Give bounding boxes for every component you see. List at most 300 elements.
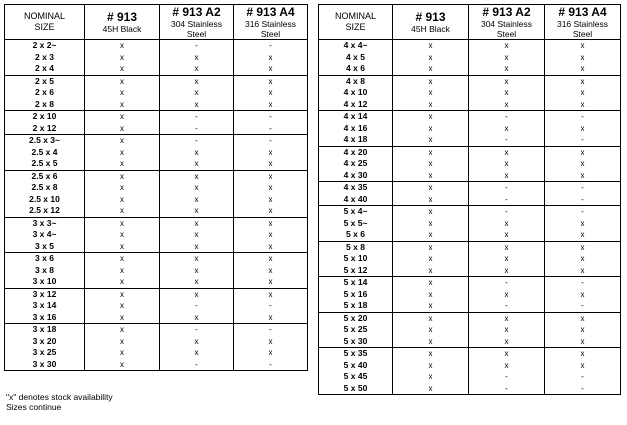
cell-913-a4: x (234, 194, 308, 206)
cell-913: x (85, 276, 160, 288)
cell-913-a4: - (234, 111, 308, 123)
size-cell: 5 x 20 (319, 312, 393, 324)
cell-913-a2: x (469, 265, 545, 277)
cell-913: x (393, 182, 469, 194)
cell-913: x (85, 182, 160, 194)
size-cell: 2 x 4 (5, 63, 85, 75)
size-cell: 4 x 12 (319, 99, 393, 111)
cell-913-a4: x (545, 63, 621, 75)
cell-913: x (85, 63, 160, 75)
cell-913-a2: - (469, 111, 545, 123)
table-row (5, 359, 308, 371)
cell-913: x (85, 229, 160, 241)
table-row (319, 324, 621, 336)
size-cell: 4 x 8 (319, 75, 393, 87)
table-row (319, 265, 621, 277)
table-row (319, 277, 621, 289)
size-cell: 4 x 40 (319, 194, 393, 206)
table-row (5, 324, 308, 336)
cell-913-a2: x (160, 63, 234, 75)
cell-913-a4: x (545, 229, 621, 241)
size-cell: 3 x 8 (5, 265, 85, 277)
stock-table-right (318, 4, 621, 395)
table-row (319, 383, 621, 395)
col-913-a2-header: # 913 A2 304 Stainless Steel (469, 5, 545, 40)
cell-913-a4: x (234, 217, 308, 229)
cell-913-a2: x (469, 229, 545, 241)
table-row (319, 360, 621, 372)
size-cell: 3 x 4~ (5, 229, 85, 241)
cell-913: x (85, 336, 160, 348)
cell-913-a4: - (545, 206, 621, 218)
cell-913: x (85, 194, 160, 206)
cell-913: x (393, 194, 469, 206)
cell-913: x (393, 40, 469, 52)
cell-913-a4: x (545, 241, 621, 253)
cell-913-a2: x (160, 265, 234, 277)
cell-913-a2: - (469, 134, 545, 146)
table-row (5, 52, 308, 64)
table-row (319, 289, 621, 301)
size-cell: 5 x 50 (319, 383, 393, 395)
cell-913-a2: - (160, 135, 234, 147)
cell-913-a4: x (234, 229, 308, 241)
table-row (5, 347, 308, 359)
size-cell: 3 x 14 (5, 300, 85, 312)
table-row (319, 194, 621, 206)
table-row (5, 111, 308, 123)
cell-913-a2: x (160, 241, 234, 253)
cell-913-a4: - (545, 182, 621, 194)
size-cell: 2.5 x 8 (5, 182, 85, 194)
size-cell: 4 x 18 (319, 134, 393, 146)
cell-913: x (85, 241, 160, 253)
cell-913-a2: - (469, 206, 545, 218)
cell-913-a4: x (234, 87, 308, 99)
cell-913: x (85, 347, 160, 359)
cell-913-a4: x (545, 40, 621, 52)
cell-913-a4: - (234, 359, 308, 371)
cell-913-a2: x (160, 312, 234, 324)
cell-913-a4: x (545, 218, 621, 230)
table-row (319, 253, 621, 265)
cell-913-a4: x (234, 241, 308, 253)
cell-913-a2: x (160, 52, 234, 64)
cell-913-a2: x (160, 182, 234, 194)
cell-913-a4: - (234, 40, 308, 52)
cell-913: x (393, 206, 469, 218)
table-row (5, 229, 308, 241)
cell-913-a2: - (469, 383, 545, 395)
cell-913-a4: x (234, 312, 308, 324)
cell-913-a2: x (160, 347, 234, 359)
cell-913-a4: x (234, 158, 308, 170)
cell-913: x (85, 288, 160, 300)
cell-913-a2: x (469, 40, 545, 52)
size-cell: 2 x 10 (5, 111, 85, 123)
table-row (5, 135, 308, 147)
cell-913: x (393, 75, 469, 87)
cell-913: x (393, 218, 469, 230)
cell-913-a4: x (545, 99, 621, 111)
cell-913-a2: - (160, 123, 234, 135)
cell-913-a4: x (234, 253, 308, 265)
size-cell: 3 x 20 (5, 336, 85, 348)
cell-913-a2: - (160, 40, 234, 52)
cell-913-a4: x (545, 123, 621, 135)
table-row (319, 75, 621, 87)
cell-913-a2: x (469, 170, 545, 182)
cell-913: x (85, 87, 160, 99)
cell-913-a4: x (234, 288, 308, 300)
cell-913: x (393, 312, 469, 324)
cell-913-a2: - (160, 359, 234, 371)
cell-913-a4: - (234, 135, 308, 147)
size-cell: 5 x 30 (319, 336, 393, 348)
size-cell: 2.5 x 12 (5, 205, 85, 217)
cell-913: x (85, 253, 160, 265)
cell-913-a4: - (545, 194, 621, 206)
size-cell: 5 x 4~ (319, 206, 393, 218)
table-row (319, 111, 621, 123)
cell-913: x (393, 289, 469, 301)
cell-913: x (85, 265, 160, 277)
size-cell: 5 x 10 (319, 253, 393, 265)
cell-913: x (393, 265, 469, 277)
sizes-continue-note: Sizes continue (6, 402, 62, 412)
cell-913-a4: x (545, 52, 621, 64)
cell-913-a4: x (234, 347, 308, 359)
size-cell: 4 x 35 (319, 182, 393, 194)
cell-913: x (85, 147, 160, 159)
cell-913-a2: - (469, 194, 545, 206)
table-row (319, 52, 621, 64)
table-row (5, 182, 308, 194)
size-cell: 2 x 3 (5, 52, 85, 64)
table-row (5, 40, 308, 52)
cell-913: x (393, 348, 469, 360)
table-row (5, 300, 308, 312)
table-header-row (319, 5, 621, 40)
cell-913: x (393, 371, 469, 383)
table-row (5, 253, 308, 265)
size-cell: 3 x 10 (5, 276, 85, 288)
cell-913: x (393, 146, 469, 158)
table-row (319, 312, 621, 324)
cell-913-a2: x (469, 158, 545, 170)
cell-913: x (393, 52, 469, 64)
table-row (5, 87, 308, 99)
table-row (5, 158, 308, 170)
cell-913-a4: x (234, 336, 308, 348)
cell-913-a4: x (545, 75, 621, 87)
table-row (5, 63, 308, 75)
cell-913-a2: x (469, 218, 545, 230)
col-913-header: # 913 45H Black (393, 5, 469, 40)
size-cell: 5 x 12 (319, 265, 393, 277)
cell-913-a2: x (160, 194, 234, 206)
cell-913-a2: x (160, 336, 234, 348)
table-row (319, 40, 621, 52)
table-row (319, 206, 621, 218)
size-cell: 4 x 14 (319, 111, 393, 123)
cell-913-a4: x (545, 158, 621, 170)
size-cell: 2 x 12 (5, 123, 85, 135)
cell-913-a2: x (469, 99, 545, 111)
table-row (5, 336, 308, 348)
table-row (5, 312, 308, 324)
cell-913-a4: - (234, 300, 308, 312)
cell-913-a4: x (545, 336, 621, 348)
table-row (319, 300, 621, 312)
table-row (5, 217, 308, 229)
cell-913-a4: x (234, 147, 308, 159)
cell-913: x (85, 99, 160, 111)
cell-913-a2: x (160, 229, 234, 241)
table-row (319, 134, 621, 146)
cell-913-a2: x (469, 324, 545, 336)
table-row (319, 87, 621, 99)
cell-913: x (85, 158, 160, 170)
cell-913-a4: - (545, 383, 621, 395)
table-row (5, 170, 308, 182)
size-cell: 4 x 10 (319, 87, 393, 99)
size-cell: 5 x 8 (319, 241, 393, 253)
cell-913-a2: x (469, 348, 545, 360)
size-cell: 5 x 6 (319, 229, 393, 241)
cell-913-a4: x (545, 265, 621, 277)
cell-913-a4: - (234, 123, 308, 135)
cell-913-a4: x (234, 265, 308, 277)
cell-913-a4: x (545, 289, 621, 301)
cell-913-a2: x (469, 123, 545, 135)
table-header-row (5, 5, 308, 40)
size-cell: 4 x 4~ (319, 40, 393, 52)
cell-913-a4: x (545, 324, 621, 336)
cell-913-a2: x (469, 87, 545, 99)
size-cell: 5 x 14 (319, 277, 393, 289)
cell-913-a4: x (234, 170, 308, 182)
nominal-size-header: NOMINAL SIZE (5, 5, 85, 40)
cell-913-a4: x (545, 170, 621, 182)
cell-913-a4: - (545, 277, 621, 289)
cell-913-a2: x (469, 253, 545, 265)
table-row (5, 288, 308, 300)
cell-913-a4: - (545, 300, 621, 312)
cell-913-a2: - (469, 277, 545, 289)
cell-913-a2: x (469, 52, 545, 64)
cell-913: x (393, 241, 469, 253)
size-cell: 3 x 30 (5, 359, 85, 371)
table-row (5, 276, 308, 288)
cell-913: x (393, 229, 469, 241)
cell-913-a2: x (160, 217, 234, 229)
cell-913-a2: - (469, 300, 545, 312)
nominal-size-header: NOMINAL SIZE (319, 5, 393, 40)
cell-913-a2: x (469, 312, 545, 324)
size-cell: 2 x 2~ (5, 40, 85, 52)
size-cell: 2 x 5 (5, 75, 85, 87)
cell-913: x (393, 123, 469, 135)
size-cell: 5 x 18 (319, 300, 393, 312)
cell-913-a2: x (469, 75, 545, 87)
cell-913: x (393, 383, 469, 395)
cell-913: x (393, 134, 469, 146)
cell-913: x (85, 359, 160, 371)
col-913-a4-header: # 913 A4 316 Stainless Steel (545, 5, 621, 40)
size-cell: 5 x 16 (319, 289, 393, 301)
cell-913: x (393, 158, 469, 170)
size-cell: 3 x 12 (5, 288, 85, 300)
stock-footnote: "x" denotes stock availability (6, 392, 113, 402)
cell-913: x (393, 336, 469, 348)
cell-913-a4: x (234, 75, 308, 87)
cell-913-a2: - (160, 111, 234, 123)
cell-913: x (85, 75, 160, 87)
size-cell: 5 x 40 (319, 360, 393, 372)
cell-913-a4: x (234, 276, 308, 288)
cell-913: x (85, 205, 160, 217)
table-row (319, 241, 621, 253)
cell-913-a4: - (545, 134, 621, 146)
size-cell: 5 x 45 (319, 371, 393, 383)
cell-913-a2: x (469, 241, 545, 253)
cell-913-a2: x (469, 146, 545, 158)
cell-913: x (393, 277, 469, 289)
cell-913-a2: x (160, 205, 234, 217)
cell-913: x (85, 52, 160, 64)
table-row (319, 218, 621, 230)
cell-913-a4: x (545, 348, 621, 360)
cell-913: x (85, 217, 160, 229)
table-row (5, 123, 308, 135)
table-row (319, 182, 621, 194)
cell-913-a2: x (160, 87, 234, 99)
size-cell: 2 x 8 (5, 99, 85, 111)
size-cell: 2.5 x 5 (5, 158, 85, 170)
cell-913-a2: x (160, 99, 234, 111)
table-row (319, 146, 621, 158)
cell-913-a4: x (545, 87, 621, 99)
size-cell: 4 x 16 (319, 123, 393, 135)
cell-913: x (393, 63, 469, 75)
cell-913: x (85, 40, 160, 52)
cell-913: x (85, 300, 160, 312)
cell-913-a4: x (234, 52, 308, 64)
cell-913-a2: x (160, 158, 234, 170)
cell-913-a4: x (545, 253, 621, 265)
cell-913: x (393, 99, 469, 111)
table-row (319, 336, 621, 348)
cell-913-a4: - (234, 324, 308, 336)
cell-913: x (393, 253, 469, 265)
size-cell: 4 x 30 (319, 170, 393, 182)
size-cell: 2.5 x 6 (5, 170, 85, 182)
table-row (5, 265, 308, 277)
size-cell: 3 x 18 (5, 324, 85, 336)
table-row (5, 205, 308, 217)
size-cell: 4 x 5 (319, 52, 393, 64)
cell-913-a2: - (160, 300, 234, 312)
size-cell: 3 x 16 (5, 312, 85, 324)
cell-913-a2: x (160, 170, 234, 182)
cell-913-a2: x (160, 147, 234, 159)
cell-913: x (393, 360, 469, 372)
cell-913-a4: x (234, 63, 308, 75)
size-cell: 2.5 x 4 (5, 147, 85, 159)
cell-913: x (85, 111, 160, 123)
cell-913: x (393, 111, 469, 123)
cell-913-a2: x (469, 63, 545, 75)
cell-913-a2: x (160, 75, 234, 87)
size-cell: 2.5 x 3~ (5, 135, 85, 147)
size-cell: 4 x 20 (319, 146, 393, 158)
table-row (319, 158, 621, 170)
table-row (5, 194, 308, 206)
table-row (319, 348, 621, 360)
size-cell: 5 x 5~ (319, 218, 393, 230)
size-cell: 3 x 5 (5, 241, 85, 253)
col-913-a4-header: # 913 A4 316 Stainless Steel (234, 5, 308, 40)
cell-913: x (85, 135, 160, 147)
table-row (5, 99, 308, 111)
size-cell: 3 x 3~ (5, 217, 85, 229)
table-row (319, 371, 621, 383)
size-cell: 4 x 25 (319, 158, 393, 170)
cell-913-a2: - (469, 182, 545, 194)
cell-913-a4: x (545, 312, 621, 324)
table-row (319, 123, 621, 135)
table-row (319, 229, 621, 241)
cell-913-a2: x (160, 253, 234, 265)
size-cell: 2.5 x 10 (5, 194, 85, 206)
cell-913: x (85, 123, 160, 135)
cell-913: x (85, 312, 160, 324)
cell-913-a4: - (545, 371, 621, 383)
cell-913: x (393, 87, 469, 99)
cell-913-a2: x (469, 336, 545, 348)
size-cell: 4 x 6 (319, 63, 393, 75)
cell-913-a4: x (234, 205, 308, 217)
table-row (5, 75, 308, 87)
cell-913-a2: x (469, 360, 545, 372)
cell-913: x (393, 324, 469, 336)
cell-913: x (85, 170, 160, 182)
cell-913-a2: x (469, 289, 545, 301)
cell-913-a4: x (234, 99, 308, 111)
size-cell: 5 x 35 (319, 348, 393, 360)
cell-913: x (393, 300, 469, 312)
size-cell: 3 x 6 (5, 253, 85, 265)
table-row (319, 63, 621, 75)
col-913-a2-header: # 913 A2 304 Stainless Steel (160, 5, 234, 40)
table-row (5, 147, 308, 159)
size-cell: 3 x 25 (5, 347, 85, 359)
size-cell: 2 x 6 (5, 87, 85, 99)
cell-913-a4: x (545, 146, 621, 158)
table-row (5, 241, 308, 253)
cell-913-a2: x (160, 288, 234, 300)
table-row (319, 99, 621, 111)
cell-913-a2: - (469, 371, 545, 383)
cell-913: x (393, 170, 469, 182)
col-913-header: # 913 45H Black (85, 5, 160, 40)
size-cell: 5 x 25 (319, 324, 393, 336)
cell-913-a4: - (545, 111, 621, 123)
cell-913-a2: - (160, 324, 234, 336)
cell-913-a4: x (234, 182, 308, 194)
cell-913-a2: x (160, 276, 234, 288)
